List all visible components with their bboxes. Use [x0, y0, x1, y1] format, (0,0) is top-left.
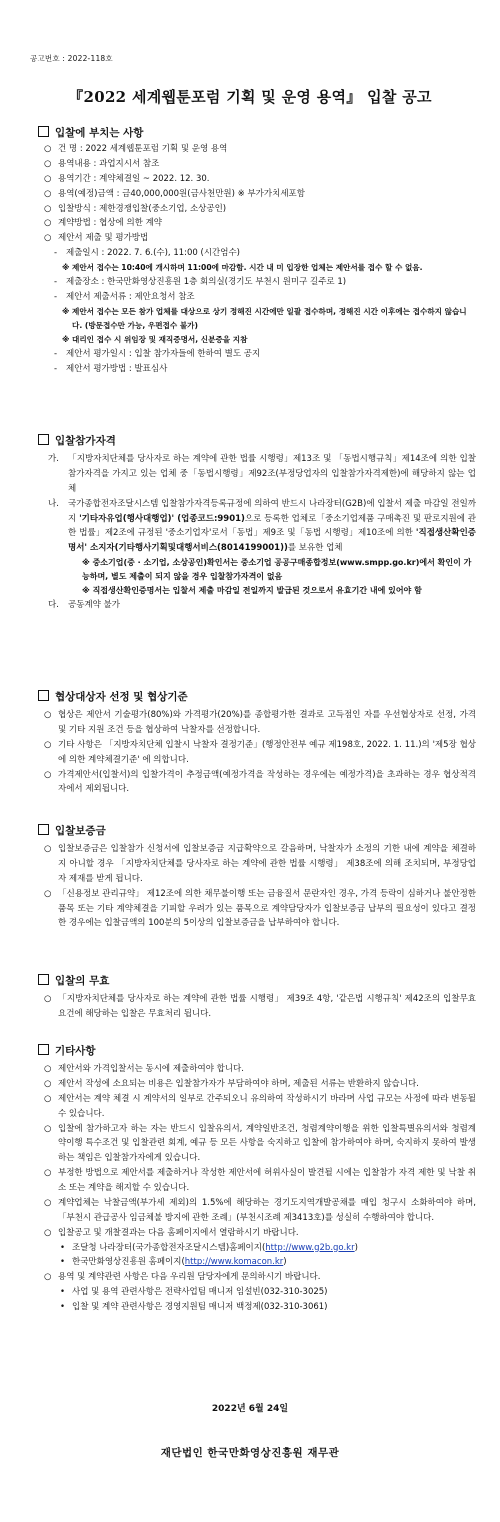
section-deposit [44, 842, 476, 931]
dash-bullet-icon: - [54, 363, 58, 374]
circle-bullet-icon: ○ [44, 1064, 52, 1074]
section-heading-deposit [38, 822, 106, 840]
reference-mark-icon: ※ [62, 306, 70, 316]
notice-title: 『2022 세계웹툰포럼 기획 및 운영 용역』 입찰 공고 [68, 88, 432, 106]
list-item: ○ 제안서 제출 및 평가방법 [44, 231, 476, 246]
sub-item: - 제출일시 : 2022. 7. 6.(수), 11:00 (시간엄수) [44, 246, 476, 261]
dot-bullet-icon: • [60, 1257, 66, 1268]
circle-bullet-icon: ○ [44, 1093, 52, 1104]
list-item: ○ 제안서는 계약 체결 시 계약서의 일부로 간주되오니 유의하여 작성하시기 바라며 사업 규모는 사정에 따라 변동될 수 있습니다. [44, 1093, 476, 1119]
dash-bullet-icon: - [54, 348, 58, 359]
issuing-organization: 재단법인 한국만화영상진흥원 재무관 [160, 1447, 340, 1459]
reference-mark-icon: ※ [62, 334, 70, 344]
contact-item: • 입찰 및 계약 관련사항은 경영지원팀 매니저 백정제(032-310-3061) [44, 1300, 476, 1315]
circle-bullet-icon: ○ [44, 1078, 52, 1089]
g2b-link[interactable]: http://www.g2b.go.kr [265, 1242, 355, 1253]
list-item: ○ 입찰보증금은 입찰참가 신청서에 입찰보증금 지급확약으로 갈음하며, 낙찰자가 소정의 기한 내에 계약을 체결하지 아니할 경우 「지방자치단체를 당사자로 하는 계약에 관한 법률 시행령」 제38조에 의해 조치되며, 부정당업자 제재를 받게 됩니다. [44, 844, 476, 884]
list-item: ○ 「신용정보 관리규약」 제12조에 의한 채무불이행 또는 금융질서 문란자인 경우, 가격 등락이 심하거나 불안정한 품목 또는 기타 계약체결을 기피할 우려가 있는 품목으로 계약담당자가 입찰보증금 납부의 필요성이 있다고 결정한 경우에는 입찰금액의 100분의 5이상의 입찰보증금을 납부하여야 합니다. [44, 888, 476, 929]
list-item: ○ 입찰공고 및 개찰결과는 다음 홈페이지에서 열람하시기 바랍니다. [44, 1226, 476, 1241]
list-item: ○ 건 명 : 2022 세계웹툰포럼 기획 및 운영 용역 [44, 142, 476, 157]
sub-item: - 제안서 평가방법 : 발표심사 [44, 362, 476, 377]
list-item: ○ 제안서 작성에 소요되는 비용은 입찰참가자가 부담하여야 하며, 제출된 서류는 반환하지 않습니다. [44, 1077, 476, 1092]
note-item: ※ 제안서 접수는 모든 참가 업체를 대상으로 상기 정해진 시간에만 일괄 접수하며, 정해진 시간 이후에는 접수하지 않습니다. (방문접수만 가능, 우편접수 불가) [62, 306, 467, 330]
section-heading-negotiation [38, 688, 188, 706]
note-item: ※ 대리인 접수 시 위임장 및 재직증명서, 신분증을 지참 [44, 333, 476, 347]
sub-item: - 제안서 제출서류 : 제안요청서 참조 [44, 290, 476, 305]
section-bid-terms [44, 142, 476, 377]
section-misc [44, 1062, 476, 1315]
list-item: ○ 용역 및 계약관련 사항은 다음 우리원 담당자에게 문의하시기 바랍니다. [44, 1270, 476, 1285]
section-heading-text: 협상대상자 선정 및 협상기준 [55, 691, 188, 703]
section-heading-eligibility [38, 432, 116, 450]
dash-bullet-icon: - [54, 277, 58, 288]
checkbox-square-icon [38, 974, 49, 985]
section-heading-text: 입찰보증금 [55, 825, 106, 837]
circle-bullet-icon: ○ [44, 769, 52, 780]
komacon-link[interactable]: http://www.komacon.kr [184, 1257, 284, 1268]
section-heading-text: 기타사항 [55, 1045, 96, 1057]
eligibility-item-na: 나. 국가종합전자조달시스템 입찰참가자격등록규정에 의하여 반드시 나라장터(G2B)에 입찰서 제출 마감일 전일까지 '기타자유업(행사대행업)' (업종코드:9901)으로 등록한 업체로「중소기업제품 구매촉진 및 판로지원에 관한 법률」제2조에 규정된 '중소기업자'로서「동법」제9조 및「동법 시행령」제10조에 의한 '직접생산확인증명서' 소지자(기타행사기획및대행서비스(8014199001))를 보유한 업체 [48, 498, 476, 554]
contact-item: • 사업 및 용역 관련사항은 전략사업팀 매니저 임설빈(032-310-3025) [44, 1285, 476, 1300]
list-item: ○ 기타 사항은 「지방자치단체 입찰시 낙찰자 결정기준」(행정안전부 예규 제198호, 2022. 1. 11.)의 '제5장 협상에 의한 계약체결기준' 에 의합니다. [44, 739, 476, 765]
list-item: ○ 협상은 제안서 기술평가(80%)와 가격평가(20%)를 종합평가한 결과로 고득점인 자를 우선협상자로 선정, 가격 및 기타 지원 조건 등을 협상하여 낙찰자를 선정합니다. [44, 710, 476, 735]
checkbox-square-icon [38, 434, 49, 445]
circle-bullet-icon: ○ [44, 739, 52, 750]
list-item: ○ 용역(예정)금액 : 금40,000,000원(금사천만원) ※ 부가가치세포함 [44, 187, 476, 202]
list-item: ○ 계약방법 : 협상에 의한 계약 [44, 216, 476, 231]
circle-bullet-icon: ○ [44, 233, 52, 244]
note-item: ※ 직접생산확인증명서는 입찰서 제출 마감일 전일까지 발급된 것으로서 유효기간 내에 있어야 함 [82, 586, 422, 596]
section-heading-misc [38, 1042, 96, 1060]
checkbox-square-icon [38, 1044, 49, 1055]
checkbox-square-icon [38, 126, 49, 137]
list-item: ○ 제안서와 가격입찰서는 동시에 제출하여야 합니다. [44, 1062, 476, 1077]
circle-bullet-icon: ○ [44, 1197, 52, 1208]
circle-bullet-icon: ○ [44, 173, 52, 184]
section-heading-text: 입찰참가자격 [55, 435, 116, 447]
checkbox-square-icon [38, 824, 49, 835]
list-item: ○ 입찰에 참가하고자 하는 자는 반드시 입찰유의서, 계약일반조건, 청렴계약이행을 위한 입찰특별유의서와 청렴계약이행 특수조건 및 입찰관련 회계, 예규 등 모든 사항을 숙지하고 입찰에 참가하여야 하며, 숙지하지 못하여 발생하는 책임은 입찰참가자에게 있습니다. [44, 1123, 476, 1164]
circle-bullet-icon: ○ [44, 188, 52, 199]
eligibility-item-ga: 가. 「지방자치단체를 당사자로 하는 계약에 관한 법률 시행령」제13조 및 「동법시행규칙」제14조에 의한 입찰참가자격을 가지고 있는 업체 중「동법시행령」제92조(부정당업자의 입찰참가자격제한)에 해당하지 않는 업체 [48, 454, 476, 494]
circle-bullet-icon: ○ [44, 1168, 52, 1179]
circle-bullet-icon: ○ [44, 994, 52, 1004]
list-item: ○ 「지방자치단체를 당사자로 하는 계약에 관한 법률 시행령」 제39조 4항, '같은법 시행규칙' 제42조의 입찰무효 요건에 해당하는 입찰은 무효처리 됩니다. [44, 994, 476, 1019]
section-heading-bid-terms [38, 124, 143, 142]
dot-bullet-icon: • [60, 1302, 66, 1312]
list-item: ○ 용역내용 : 과업지시서 참조 [44, 157, 476, 172]
circle-bullet-icon: ○ [44, 203, 52, 214]
circle-bullet-icon: ○ [44, 1272, 52, 1283]
section-eligibility [44, 452, 476, 613]
section-heading-invalid [38, 972, 109, 990]
circle-bullet-icon: ○ [44, 218, 52, 229]
list-item: ○ 용역기간 : 계약체결일 ~ 2022. 12. 30. [44, 172, 476, 187]
circle-bullet-icon: ○ [44, 710, 52, 720]
dash-bullet-icon: - [54, 248, 58, 259]
circle-bullet-icon: ○ [44, 888, 52, 899]
notice-number: 공고번호 : 2022-118호 [30, 54, 113, 63]
section-negotiation [44, 708, 476, 797]
circle-bullet-icon: ○ [44, 844, 52, 854]
list-item: ○ 부정한 방법으로 제안서를 제출하거나 작성한 제안서에 허위사실이 발견될 시에는 입찰참가 자격 제한 및 낙찰 취소 또는 계약을 해지할 수 있습니다. [44, 1168, 476, 1193]
note-item: ※ 제안서 접수는 10:40에 개시하며 11:00에 마감함. 시간 내 미 입장한 업체는 제안서를 접수 할 수 없음. [44, 261, 476, 275]
list-item: ○ 계약업체는 낙찰금액(부가세 제외)의 1.5%에 해당하는 경기도지역개발공채를 매입 청구시 소화하여야 하며, 「부천시 관급공사 임금체불 방지에 관한 조례」(부천시조례 제3413호)를 성실히 수행하여야 합니다. [44, 1197, 476, 1223]
list-item: ○ 입찰방식 : 제한경쟁입찰(중소기업, 소상공인) [44, 202, 476, 217]
circle-bullet-icon: ○ [44, 144, 52, 154]
sub-item: - 제출장소 : 한국만화영상진흥원 1층 회의실(경기도 부천시 원미구 길주로 1) [44, 275, 476, 290]
link-item-g2b: • 조달청 나라장터(국가종합전자조달시스템)홈페이지(http://www.g2b.go.kr) [44, 1241, 476, 1256]
sub-item: - 제안서 평가일시 : 입찰 참가자들에 한하여 별도 공지 [44, 347, 476, 362]
eligibility-item-da: 다. 공동계약 불가 [48, 600, 120, 611]
dash-bullet-icon: - [54, 291, 58, 302]
note-item: ※ 중소기업(중 · 소기업, 소상공인)확인서는 중소기업 공공구매종합정보(www.smpp.go.kr)에서 확인이 가능하며, 별도 제출이 되지 않을 경우 입찰참가자격이 없음 [82, 558, 472, 582]
section-heading-text: 입찰에 부치는 사항 [55, 127, 144, 139]
checkbox-square-icon [38, 690, 49, 701]
notice-date: 2022년 6월 24일 [211, 1404, 289, 1414]
section-invalid [44, 992, 476, 1022]
reference-mark-icon: ※ [62, 263, 70, 272]
dot-bullet-icon: • [60, 1242, 66, 1253]
circle-bullet-icon: ○ [44, 158, 52, 169]
circle-bullet-icon: ○ [44, 1123, 52, 1134]
dot-bullet-icon: • [60, 1287, 66, 1298]
section-heading-text: 입찰의 무효 [55, 975, 110, 987]
list-item: ○ 가격제안서(입찰서)의 입찰가격이 추정금액(예정가격을 작성하는 경우에는 예정가격)을 초과하는 경우 협상적격자에서 제외됩니다. [44, 769, 476, 795]
circle-bullet-icon: ○ [44, 1227, 52, 1238]
link-item-komacon: • 한국만화영상진흥원 홈페이지(http://www.komacon.kr) [44, 1255, 476, 1270]
